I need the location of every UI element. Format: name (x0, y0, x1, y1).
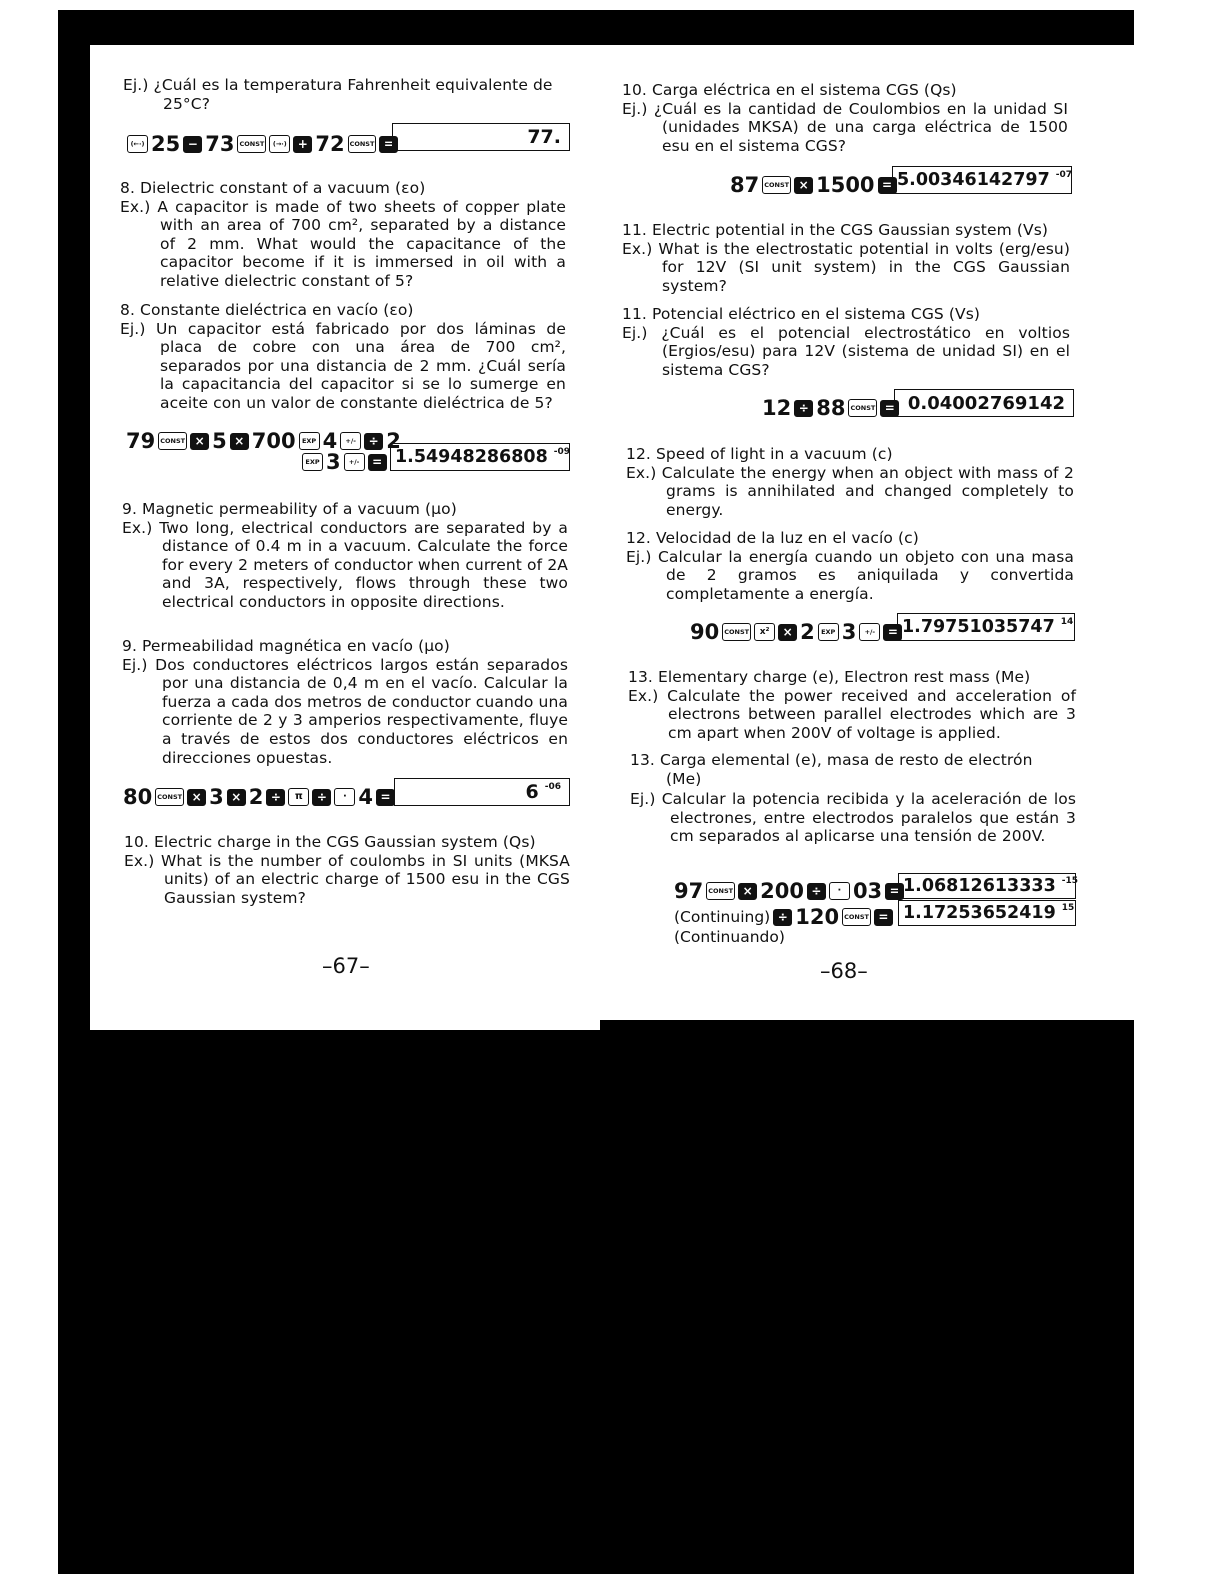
s8-es-title: 8. Constante dieléctrica en vacío (εo) (120, 301, 414, 319)
s12-es-title: 12. Velocidad de la luz en el vacío (c) (626, 529, 919, 547)
key-equals[interactable]: = (880, 400, 899, 417)
s8-en-body: Ex.) A capacitor is made of two sheets of copper plate with an area of 700 cm², separated by a distance of 2 mm. What would the capacitance of the capacitor become if it is immersed in oil with a relative dielectric constant of 5? (120, 197, 566, 290)
key-const[interactable]: CONST (158, 432, 187, 450)
display-value: 0.04002769142 (907, 392, 1065, 414)
key-exp[interactable]: EXP (299, 432, 320, 450)
display-exponent: -06 (544, 782, 561, 792)
key-sign[interactable]: +/- (859, 623, 880, 641)
s13-es-title-line2: (Me) (666, 769, 702, 788)
key-exp[interactable]: EXP (302, 453, 323, 471)
s13-en-title: 13. Elementary charge (e), Electron rest mass (Me) (628, 668, 1031, 686)
s8-display (390, 443, 570, 471)
ks-number: 1500 (816, 173, 875, 197)
ks-number: 88 (816, 396, 846, 420)
key-const[interactable]: CONST (762, 176, 791, 194)
key-back[interactable]: (←·) (127, 135, 148, 153)
section-8-en (120, 179, 566, 291)
s12-es-body: Ej.) Calcular la energía cuando un objeto con una masa de 2 gramos es aniquilada y convertida completamente a energía. (626, 547, 1074, 603)
s13-keystrokes-line1 (674, 879, 904, 903)
s8-keystrokes-line2 (302, 450, 387, 474)
s11-es-title: 11. Potencial eléctrico en el sistema CGS (Vs) (622, 305, 981, 323)
section-9-en (122, 500, 568, 612)
s10-es-body: Ej.) ¿Cuál es la cantidad de Coulombios en la unidad SI (unidades MKSA) de una carga eléctrica de 1500 esu en el sistema CGS? (622, 99, 1068, 155)
s11-es-body: Ej.) ¿Cuál es el potencial electrostático en voltios (Ergios/esu) para 12V (sistema de unidad SI) en el sistema CGS? (622, 323, 1070, 379)
s11-display (894, 389, 1074, 417)
key-multiply[interactable]: × (190, 433, 209, 450)
key-const[interactable]: CONST (155, 788, 184, 806)
key-const[interactable]: CONST (722, 623, 751, 641)
s13-es-body: Ej.) Calcular la potencia recibida y la aceleración de los electrones, entre electrodos paralelos que están 3 cm separados al aplicarse una tensión de 200V. (630, 790, 1076, 846)
right-page (600, 45, 1134, 1020)
ks-number: 3 (841, 620, 857, 644)
key-divide[interactable]: ÷ (773, 909, 792, 926)
key-multiply[interactable]: × (230, 433, 249, 450)
key-equals[interactable]: = (376, 789, 395, 806)
ks-number: 200 (760, 879, 804, 903)
section-10-en (124, 833, 570, 907)
s9-keystrokes (123, 785, 395, 809)
ks-number: 2 (800, 620, 815, 644)
display-exponent: -09 (553, 447, 571, 457)
s12-en-body: Ex.) Calculate the energy when an object with mass of 2 grams is annihilated and changed completely to energy. (626, 463, 1074, 519)
key-equals[interactable]: = (885, 883, 904, 900)
ks-number: 5 (212, 429, 227, 453)
display-mantissa: 1.54948286808 (395, 447, 548, 467)
display-mantissa: 1.17253652419 (903, 903, 1056, 923)
key-multiply[interactable]: × (227, 789, 246, 806)
key-const[interactable]: CONST (348, 135, 377, 153)
temp-question-line1: Ej.) ¿Cuál es la temperatura Fahrenheit equivalente de (123, 76, 553, 94)
ks-number: 72 (315, 132, 345, 156)
key-multiply[interactable]: × (738, 883, 757, 900)
section-11-en (622, 221, 1070, 295)
s11-keystrokes (762, 396, 899, 420)
key-divide[interactable]: ÷ (312, 789, 331, 806)
key-divide[interactable]: ÷ (807, 883, 826, 900)
key-const[interactable]: CONST (848, 399, 877, 417)
s10-es-title: 10. Carga eléctrica en el sistema CGS (Qs) (622, 81, 957, 99)
ks-number: 79 (126, 429, 156, 453)
s10-keystrokes (730, 173, 897, 197)
page-number-right: –68– (820, 959, 868, 983)
continuando-label: (Continuando) (674, 928, 785, 946)
s10-en-title: 10. Electric charge in the CGS Gaussian system (Qs) (124, 833, 536, 851)
key-const[interactable]: CONST (706, 882, 735, 900)
temp-display (392, 123, 570, 151)
ks-number: 700 (251, 429, 296, 453)
ks-number: 90 (690, 620, 720, 644)
continuing-label: (Continuing) (674, 908, 771, 926)
ks-number: 4 (322, 429, 338, 453)
section-12-es (626, 529, 1074, 603)
ks-number: 97 (674, 879, 704, 903)
s10-display (892, 166, 1072, 194)
ks-number: 4 (358, 785, 373, 809)
key-multiply[interactable]: × (794, 177, 813, 194)
key-divide[interactable]: ÷ (364, 433, 383, 450)
key-exp[interactable]: EXP (818, 623, 839, 641)
key-multiply[interactable]: × (187, 789, 206, 806)
ks-number: 80 (123, 785, 153, 809)
ks-number: 120 (795, 905, 840, 929)
key-const[interactable]: CONST (842, 908, 871, 926)
s13-display-2 (898, 900, 1076, 926)
key-decimal[interactable]: · (829, 882, 850, 900)
s9-es-title: 9. Permeabilidad magnética en vacío (μo) (122, 637, 450, 655)
ks-number: 3 (326, 450, 341, 474)
key-equals[interactable]: = (878, 177, 897, 194)
key-equals[interactable]: = (883, 624, 902, 641)
key-decimal[interactable]: · (334, 788, 355, 806)
key-equals[interactable]: = (368, 454, 387, 471)
temp-keystrokes (127, 132, 398, 156)
display-mantissa: 1.06812613333 (903, 876, 1056, 896)
left-page (90, 45, 600, 1030)
key-equals[interactable]: = (379, 136, 398, 153)
temp-question-line2: 25°C? (163, 94, 211, 113)
page-number-left: –67– (322, 954, 370, 978)
s13-es-title-line1: 13. Carga elemental (e), masa de resto de electrón (630, 751, 1033, 769)
display-mantissa: 1.79751035747 (902, 617, 1055, 637)
display-exponent: 15 (1061, 903, 1075, 913)
s12-keystrokes (690, 620, 902, 644)
ks-number: 12 (762, 396, 792, 420)
key-forward[interactable]: (→·) (269, 135, 290, 153)
key-sign[interactable]: +/- (344, 453, 365, 471)
ks-number: 3 (209, 785, 224, 809)
key-const[interactable]: CONST (237, 135, 266, 153)
display-mantissa: 5.00346142797 (897, 170, 1050, 190)
s8-es-body: Ej.) Un capacitor está fabricado por dos láminas de placa de cobre con una área de 700 cm², separados por una distancia de 2 mm. ¿Cuál sería la capacitancia del capacitor si se lo sumerge en aceite con un valor de constante dieléctrica de 5? (120, 319, 566, 412)
s12-display (897, 613, 1075, 641)
section-8-es (120, 301, 566, 413)
ks-number: 2 (386, 429, 401, 453)
display-exponent: -15 (1061, 876, 1079, 886)
section-12-en (626, 445, 1074, 519)
s11-en-body: Ex.) What is the electrostatic potential in volts (erg/esu) for 12V (SI unit system) in the CGS Gaussian system? (622, 239, 1070, 295)
s9-en-title: 9. Magnetic permeability of a vacuum (μo) (122, 500, 457, 518)
display-exponent: 14 (1060, 617, 1074, 627)
s11-en-title: 11. Electric potential in the CGS Gaussian system (Vs) (622, 221, 1049, 239)
key-multiply[interactable]: × (778, 624, 797, 641)
temperature-example (123, 76, 573, 113)
s13-en-body: Ex.) Calculate the power received and acceleration of electrons between parallel electrodes which are 3 cm apart when 200V of voltage is applied. (628, 686, 1076, 742)
s13-display-1 (898, 873, 1079, 899)
key-equals[interactable]: = (874, 909, 893, 926)
s12-en-title: 12. Speed of light in a vacuum (c) (626, 445, 893, 463)
section-13-es (630, 751, 1076, 846)
s9-en-body: Ex.) Two long, electrical conductors are separated by a distance of 0.4 m in a vacuum. Calculate the force for every 2 meters of conductor when current of 2A and 3A, respectively, flows through these two electrical conductors in opposite directions. (122, 518, 568, 611)
section-13-en (628, 668, 1076, 742)
ks-number: 2 (248, 785, 264, 809)
key-sign[interactable]: +/- (340, 432, 361, 450)
s9-display (394, 778, 570, 806)
key-minus[interactable]: − (183, 136, 202, 153)
key-plus[interactable]: + (293, 136, 312, 153)
key-divide[interactable]: ÷ (266, 789, 285, 806)
key-square[interactable]: x² (754, 623, 775, 641)
display-mantissa: 6 (525, 781, 539, 803)
s9-es-body: Ej.) Dos conductores eléctricos largos están separados por una distancia de 0,4 m en el vacío. Calcular la fuerza a cada dos metros de conductor cuando una corriente de 2 y 3 amperios respectivamente, fluye a través de estos dos conductores eléctricos en direcciones opuestas. (122, 655, 568, 767)
ks-number: 87 (730, 173, 760, 197)
key-divide[interactable]: ÷ (794, 400, 813, 417)
section-11-es (622, 305, 1070, 379)
key-pi[interactable]: π (288, 788, 309, 806)
display-value: 77. (527, 126, 561, 148)
section-10-es (622, 81, 1068, 155)
ks-number: 03 (852, 879, 883, 903)
s13-keystrokes-line2 (674, 905, 893, 929)
s8-en-title: 8. Dielectric constant of a vacuum (εo) (120, 179, 426, 197)
ks-number: 73 (205, 132, 235, 156)
s10-en-body: Ex.) What is the number of coulombs in SI units (MKSA units) of an electric charge of 1500 esu in the CGS Gaussian system? (124, 851, 570, 907)
ks-number: 25 (151, 132, 181, 156)
section-9-es (122, 637, 568, 767)
display-exponent: -07 (1055, 170, 1073, 180)
